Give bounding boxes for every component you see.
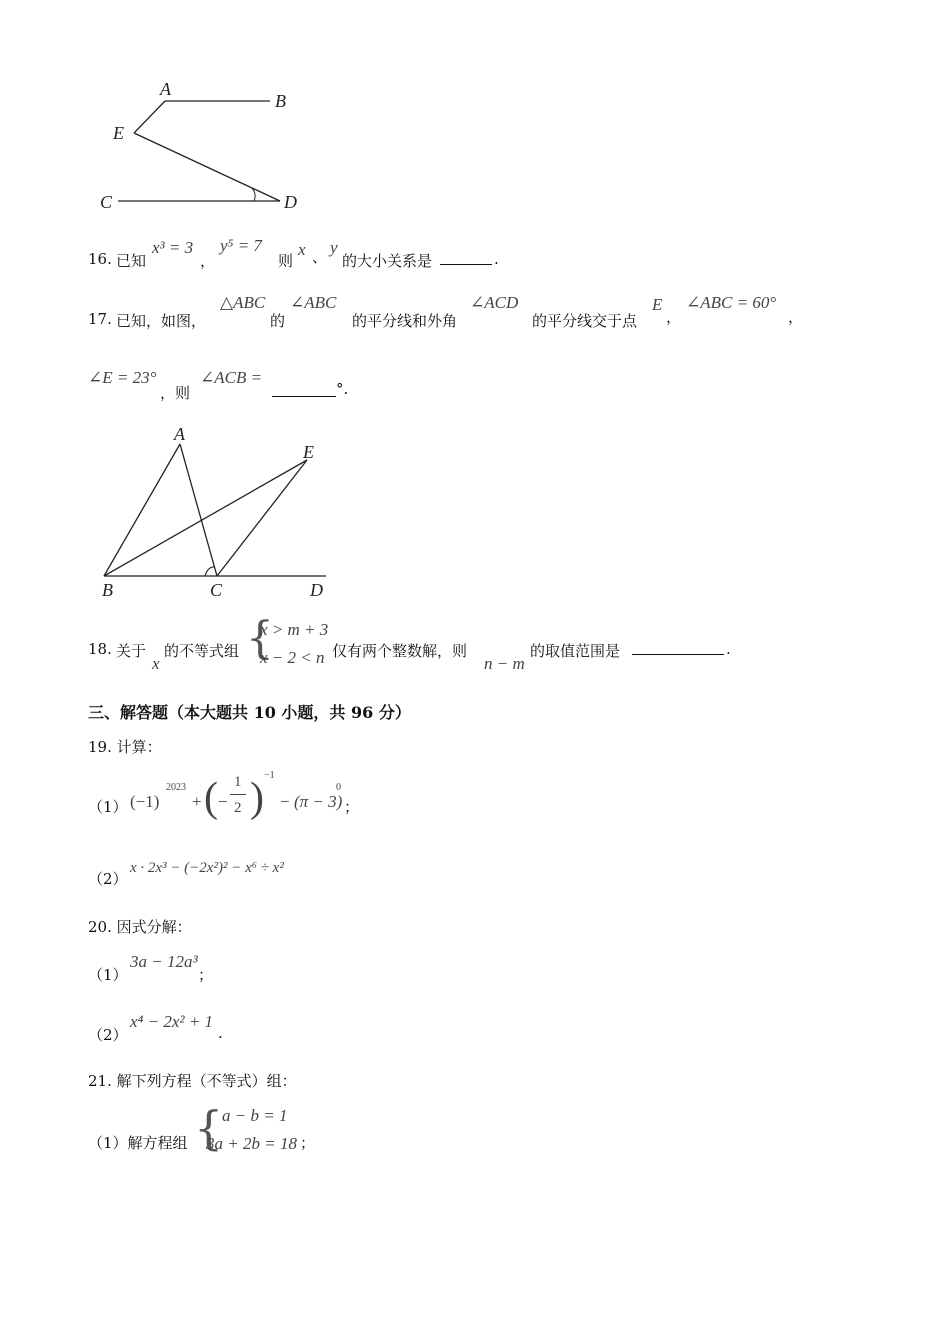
angle-mark-d <box>252 188 255 201</box>
q17-mid: 的平分线和外角 <box>352 312 458 330</box>
q16-end: . <box>494 250 499 268</box>
q17-answer-blank <box>272 382 336 397</box>
q20-part-1 <box>88 950 328 984</box>
q19-p1-neg: − <box>218 792 228 811</box>
q21-title: 21. 解下列方程（不等式）组： <box>88 1072 297 1090</box>
q17-comma: ， <box>666 308 682 326</box>
q18-expr: n − m <box>484 654 525 673</box>
q18-number: 18. <box>88 640 112 658</box>
q17-given2: ∠E = 23° <box>88 368 157 387</box>
label-b: B <box>275 91 286 111</box>
q20-p2-end: . <box>218 1024 223 1042</box>
q19-p1-minus: − <box>280 792 290 811</box>
q18-brace: { <box>246 613 274 664</box>
q19-p1-den: 2 <box>234 800 242 816</box>
angle-mark-c <box>205 567 215 576</box>
q17-triangle: △ABC <box>220 293 266 312</box>
q18-var: x <box>152 654 160 673</box>
q18-mid2: 仅有两个整数解，则 <box>332 642 468 660</box>
segment-ae <box>134 101 165 133</box>
q19-p1-label: （1） <box>88 798 128 816</box>
q19-p1-term-a: (−1) <box>130 792 160 811</box>
q16-eq1: x³ = 3 <box>152 238 194 257</box>
q19-part-1 <box>88 768 388 828</box>
label-c: C <box>100 192 113 212</box>
q19-p1-plus: + <box>192 792 202 811</box>
q18-mid: 的不等式组 <box>164 642 240 660</box>
label-c: C <box>210 580 223 600</box>
q16-answer-blank <box>440 250 492 265</box>
q19-p2-label: （2） <box>88 870 128 888</box>
q19-p1-exp-b: −1 <box>264 770 275 781</box>
q21-brace: { <box>194 1101 224 1155</box>
q16-sep1: ， <box>200 252 216 270</box>
segment-be <box>104 460 307 576</box>
q16-then: 则 <box>278 252 294 270</box>
q18-line1: x > m + 3 <box>260 620 329 639</box>
q21-part-1 <box>88 1100 388 1160</box>
q17-mid2: 的平分线交于点 <box>532 312 638 330</box>
q17-angle-abc: ∠ABC <box>290 293 337 312</box>
q18-line2: x − 2 < n <box>260 648 325 667</box>
segment-ce <box>217 460 307 576</box>
q20-p1-end: ； <box>198 966 214 984</box>
q17-prefix: 已知，如图， <box>116 312 207 330</box>
q16-x: x <box>298 240 306 259</box>
figure-angle-diagram <box>90 75 320 220</box>
q18-prefix: 关于 <box>116 642 147 660</box>
label-a: A <box>160 79 171 99</box>
question-16 <box>88 238 548 268</box>
question-18 <box>88 613 748 678</box>
label-e: E <box>113 123 124 143</box>
question-17 <box>88 292 808 402</box>
q20-p1-label: （1） <box>88 966 128 984</box>
q16-y: y <box>330 238 338 257</box>
q21-p1-label: （1）解方程组 <box>88 1134 188 1152</box>
segment-ac <box>180 444 217 576</box>
q16-prefix: 已知 <box>116 252 147 270</box>
q19-p2-expr: x · 2x³ − (−2x²)² − x⁶ ÷ x² <box>130 860 284 876</box>
q18-answer-blank <box>632 640 724 655</box>
q16-dun: 、 <box>312 248 328 266</box>
q20-p2-expr: x⁴ − 2x² + 1 <box>130 1012 214 1031</box>
q19-p1-lparen: ( <box>204 775 218 821</box>
q17-point-e: E <box>652 295 663 314</box>
q20-p2-label: （2） <box>88 1026 128 1044</box>
q16-suffix: 的大小关系是 <box>342 252 433 270</box>
q19-p1-term-c: (π − 3) <box>294 792 343 811</box>
label-d: D <box>310 580 323 600</box>
label-e: E <box>303 442 314 462</box>
label-a: A <box>174 424 185 444</box>
q21-end: ； <box>300 1134 316 1152</box>
q17-angle-acd: ∠ACD <box>470 293 519 312</box>
segment-ed <box>134 133 280 201</box>
label-b: B <box>102 580 113 600</box>
q18-suffix: 的取值范围是 <box>530 642 621 660</box>
q16-eq2: y⁵ = 7 <box>220 236 262 255</box>
q20-title: 20. 因式分解： <box>88 918 192 936</box>
q19-p1-exp-c: 0 <box>336 782 341 793</box>
q21-line2: 3a + 2b = 18 <box>206 1134 297 1153</box>
q19-p1-end: ； <box>344 798 360 816</box>
segment-ab <box>104 444 180 576</box>
q17-ask: ∠ACB = <box>200 368 263 387</box>
label-d: D <box>284 192 297 212</box>
q17-then: ，则 <box>160 384 191 402</box>
q19-p1-fraction-bar <box>230 794 246 795</box>
q17-unit: °. <box>336 380 349 398</box>
section-3-title: 三、解答题（本大题共 10 小题，共 96 分） <box>88 703 411 722</box>
figure-triangle-diagram <box>92 422 342 604</box>
q17-comma2: ， <box>788 308 804 326</box>
q19-p1-exp-a: 2023 <box>166 782 186 793</box>
q21-line1: a − b = 1 <box>222 1106 288 1125</box>
q19-title: 19. 计算： <box>88 738 162 756</box>
q17-number: 17. <box>88 310 112 328</box>
q17-given1: ∠ABC = 60° <box>686 293 777 312</box>
q17-de: 的 <box>270 312 286 330</box>
q16-number: 16. <box>88 250 112 268</box>
q20-p1-expr: 3a − 12a³ <box>130 952 198 971</box>
q19-part-2 <box>88 854 408 890</box>
q18-end: . <box>726 640 731 658</box>
q19-p1-num: 1 <box>234 774 242 790</box>
q20-part-2 <box>88 1010 328 1044</box>
q19-p1-rparen: ) <box>250 775 264 821</box>
